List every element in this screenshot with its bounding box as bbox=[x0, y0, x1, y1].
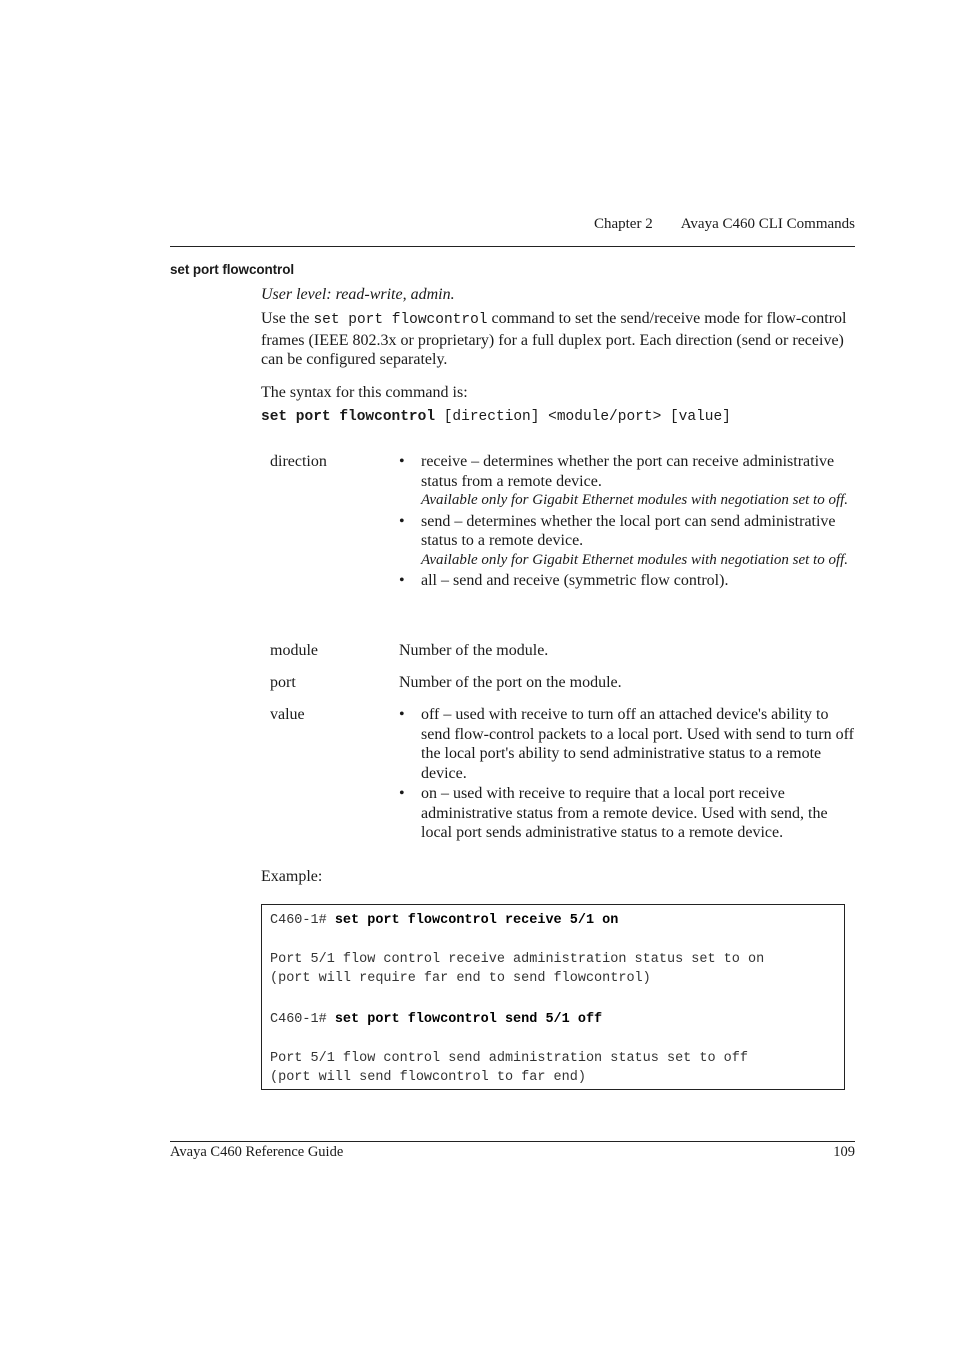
footer-title: Avaya C460 Reference Guide bbox=[170, 1144, 344, 1160]
param-desc bbox=[399, 452, 855, 592]
header-rule bbox=[170, 246, 855, 247]
intro-command: set port flowcontrol bbox=[313, 312, 488, 328]
param-desc: Number of the module. bbox=[399, 642, 549, 659]
bullet-text: off – used with receive to turn off an attached device's ability to send flow-control packets to a local port. Used with send to turn off the local port's ability to send administrative status to a remote device. bbox=[421, 706, 854, 782]
bullet-icon: • bbox=[399, 706, 405, 723]
page-footer bbox=[170, 1144, 855, 1161]
bullet-note: Available only for Gigabit Ethernet modules with negotiation set to off. bbox=[421, 551, 849, 568]
intro-before: Use the bbox=[261, 310, 314, 327]
param-name: port bbox=[270, 674, 296, 691]
param-name: direction bbox=[270, 453, 327, 470]
syntax-line bbox=[261, 408, 855, 428]
syntax-args: [direction] <module/port> [value] bbox=[435, 409, 731, 425]
code-output-line: Port 5/1 flow control receive administration status set to on bbox=[270, 952, 765, 967]
bullet-icon: • bbox=[399, 512, 405, 530]
code-example bbox=[261, 904, 845, 1090]
code-prompt: C460-1# bbox=[270, 913, 335, 928]
bullet-text: on – used with receive to require that a local port receive administrative status from a remote device. Used with send, the local port sends administrative status to a remote device. bbox=[421, 785, 828, 841]
param-name: module bbox=[270, 642, 318, 659]
param-name: value bbox=[270, 706, 305, 723]
running-header bbox=[170, 216, 855, 236]
code-output-line: (port will require far end to send flowcontrol) bbox=[270, 971, 651, 986]
chapter-label: Chapter 2 bbox=[593, 216, 653, 232]
list-item bbox=[399, 705, 855, 783]
code-command: set port flowcontrol receive 5/1 on bbox=[334, 913, 619, 928]
bullet-note: Available only for Gigabit Ethernet modules with negotiation set to off. bbox=[421, 492, 849, 508]
syntax-intro: The syntax for this command is: bbox=[261, 384, 468, 401]
list-item bbox=[399, 512, 855, 571]
intro-paragraph bbox=[261, 309, 855, 370]
code-command: set port flowcontrol send 5/1 off bbox=[334, 1012, 603, 1027]
chapter-title: Avaya C460 CLI Commands bbox=[680, 216, 855, 232]
list-item bbox=[399, 571, 855, 591]
bullet-text: all – send and receive (symmetric flow control). bbox=[421, 572, 729, 589]
bullet-text: send – determines whether the local port can send administrative status to a remote device. bbox=[421, 512, 836, 549]
code-command-line bbox=[270, 1010, 844, 1029]
bullet-text: receive – determines whether the port can receive administrative status from a remote device. bbox=[421, 453, 835, 490]
user-level: User level: read-write, admin. bbox=[261, 286, 455, 303]
code-command-line bbox=[270, 911, 844, 930]
code-prompt: C460-1# bbox=[270, 1012, 335, 1027]
example-label: Example: bbox=[261, 868, 323, 885]
list-item bbox=[399, 784, 855, 843]
intro-after: command to set the send/receive mode for flow-control frames (IEEE 802.3x or proprietary) for a full duplex port. Each direction (send or receive) can be configured separately. bbox=[261, 310, 847, 368]
syntax-command: set port flowcontrol bbox=[261, 409, 436, 425]
param-desc bbox=[399, 705, 855, 844]
footer-rule bbox=[170, 1141, 855, 1142]
code-output-line: (port will send flowcontrol to far end) bbox=[270, 1070, 586, 1085]
bullet-icon: • bbox=[399, 785, 405, 802]
page-number: 109 bbox=[833, 1144, 855, 1160]
section-title: set port flowcontrol bbox=[170, 262, 294, 277]
list-item bbox=[399, 452, 855, 511]
bullet-icon: • bbox=[399, 453, 405, 470]
code-output-line: Port 5/1 flow control send administration status set to off bbox=[270, 1051, 748, 1066]
bullet-icon: • bbox=[399, 572, 405, 589]
param-desc: Number of the port on the module. bbox=[399, 674, 622, 691]
